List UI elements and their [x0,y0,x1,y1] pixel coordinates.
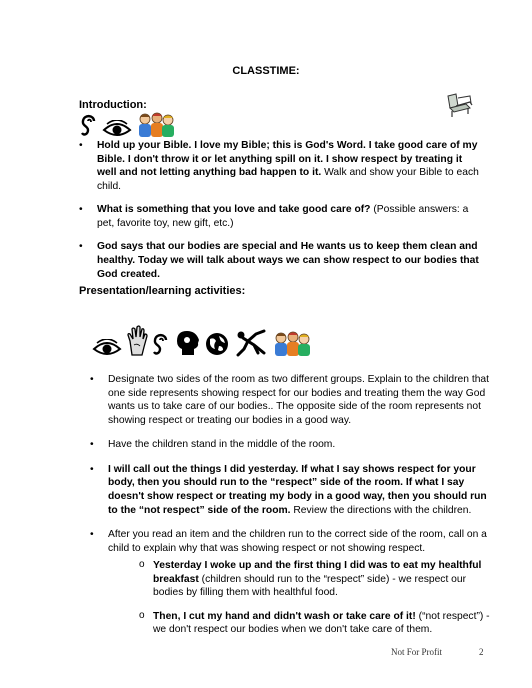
bullet-text: (“not respect”) - we don't respect our bodies when we don't take care of them. [153,610,490,636]
bullet-bold-text: Yesterday I woke up and the first thing I did was to eat my healthful breakfast [153,560,482,585]
head-profile-icon [174,329,200,362]
list-item [139,610,491,637]
list-item [79,139,484,193]
circle-bullet-icon: o [139,559,145,570]
page-number: 2 [479,647,484,657]
intro-bullet-list [79,139,484,291]
ear-icon [80,112,98,143]
list-item [90,373,492,427]
bullet-icon: • [79,140,83,151]
list-item [79,240,484,281]
circle-bullet-icon: o [139,609,145,621]
intro-heading: Introduction: [79,99,147,111]
bullet-text: Review the directions with the children. [290,504,472,516]
bullet-text: After you read an item and the children run to the correct side of the room, call on a child to explain why that was showing respect or not showing respect. [108,529,487,554]
bullet-icon: • [90,529,94,541]
children-group-icon [272,331,312,362]
bullet-icon: • [79,204,83,216]
stretching-person-icon [234,329,268,362]
footer-text: Not For Profit [391,647,443,657]
bullet-text: (Possible answers: a pet, favorite toy, new gift, etc.) [97,204,469,229]
bullet-bold-text: God says that our bodies are special and He wants us to keep them clean and healthy. Today we will talk about ways we can show respect to our bodies that God created. [97,241,479,280]
presentation-bullet-list [90,373,492,565]
bullet-text: Designate two sides of the room as two different groups. Explain to the children that one side represents showing respect for our bodies and treating them the way God wants us to take care of our bodies.. The opposite side of the room represents not showing respect or treating our bodies in a good way. [108,374,490,426]
bullet-text: Walk and show your Bible to each child. [97,167,479,192]
hand-icon [126,325,148,362]
presentation-icon-row [92,325,312,362]
bullet-icon: • [90,439,94,451]
bullet-bold-text: Hold up your Bible. I love my Bible; this is God's Word. I take good care of my Bible. I don't throw it or let anything spill on it. I show respect by treating it well and not letting anything bad happen to it. [97,140,478,179]
bullet-bold-text: Then, I cut my hand and didn't wash or take care of it! [153,610,416,622]
presentation-heading: Presentation/learning activities: [79,285,246,297]
list-item [90,438,492,452]
page-title: CLASSTIME: [232,65,300,77]
bullet-bold-text: What is something that you love and take good care of? [97,204,371,216]
ear-icon [152,331,170,362]
list-item [90,528,492,555]
chair-icon [444,92,474,123]
list-item [90,463,492,517]
list-item [79,203,484,230]
globe-icon [204,331,230,362]
bullet-icon: • [79,241,83,253]
examples-sub-list [139,559,491,647]
list-item [139,559,491,600]
intro-icon-row [80,112,176,143]
children-group-icon [136,112,176,143]
bullet-bold-text: I will call out the things I did yesterday. If what I say shows respect for your body, then you should run to the “respect” side of the room. If what I say doesn't show respect or treating my body in a good way, then you should run to the “not respect” side of the room. [108,463,487,516]
bullet-icon: • [90,374,94,385]
bullet-icon: • [90,463,94,475]
bullet-text: Have the children stand in the middle of the room. [108,439,336,451]
bullet-text: (children should run to the “respect” side) - we respect our bodies by filling them with healthful food. [153,573,467,599]
eye-icon [92,339,122,362]
